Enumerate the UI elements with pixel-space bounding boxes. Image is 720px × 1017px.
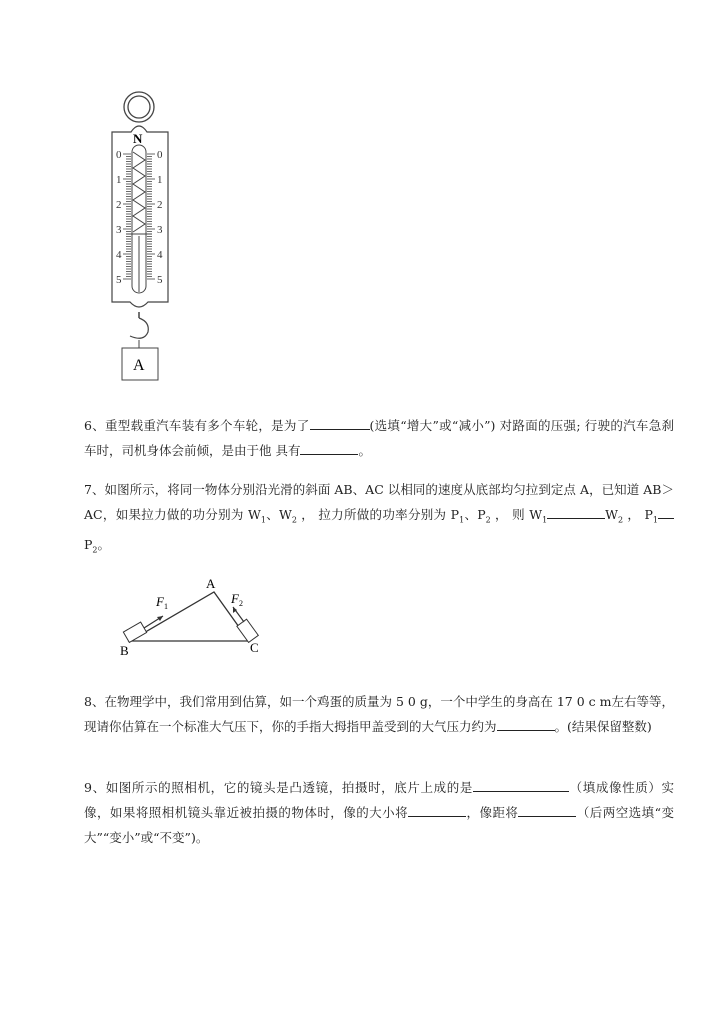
scale-tick-label: 1: [157, 174, 163, 186]
scale-tick-label: 5: [157, 274, 163, 286]
scale-tick-label: 3: [116, 224, 122, 236]
q8-blank[interactable]: [497, 716, 555, 731]
weight-label: A: [133, 357, 145, 374]
q9-text: （后两空选填“变大”“变小”或“不变”)。: [84, 804, 674, 845]
force-f1-label: F: [156, 594, 164, 609]
question-8: [84, 689, 674, 739]
q7-blank-2[interactable]: [658, 504, 674, 519]
force-f2-label: F: [231, 591, 239, 606]
q8-text: 。(结果保留整数): [554, 718, 652, 734]
scale-tick-label: 0: [157, 149, 163, 161]
force-f2-sub: 2: [239, 599, 243, 608]
q6-blank-2[interactable]: [300, 440, 358, 455]
q6-blank-1[interactable]: [310, 415, 370, 430]
q7-text: ， 则 W: [495, 506, 543, 522]
q7-sub: 1: [260, 515, 266, 524]
q9-text: 9、如图所示的照相机，它的镜头是凸透镜，拍摄时，底片上成的是: [84, 779, 474, 795]
q9-text: ，像距将: [466, 804, 519, 820]
point-b-label: B: [120, 643, 129, 658]
force-f1-sub: 1: [164, 602, 168, 611]
q7-text: P: [84, 537, 93, 552]
q7-blank-1[interactable]: [547, 504, 605, 519]
q9-blank-3[interactable]: [518, 802, 576, 817]
spring-scale-figure: [100, 88, 190, 388]
q8-text: 8、在物理学中，我们常用到估算，如一个鸡蛋的质量为 5 0 g，一个中学生的身高在 17 0 c m左右等等，现请你估算在一个标准大气压下，你的手指大拇指甲盖受到的大气压力约为: [84, 693, 674, 734]
q7-sub: 2: [291, 515, 297, 524]
q7-sub: 2: [92, 545, 98, 555]
q6-text: 6、重型载重汽车装有多个车轮，是为了: [84, 417, 310, 433]
question-9: [84, 775, 674, 850]
scale-tick-label: 1: [116, 174, 122, 186]
scale-tick-label: 4: [157, 249, 163, 261]
q7-sub: 2: [618, 515, 624, 524]
q7-text: 7、如图所示，将同一物体分别沿光滑的斜面 AB、AC 以相同的速度从底部均匀拉到定点 A，已知道 AB＞AC，如果拉力做的功分别为 W: [84, 481, 674, 522]
q7-sub: 1: [542, 515, 548, 524]
point-a-label: A: [206, 576, 216, 591]
scale-tick-label: 5: [116, 274, 122, 286]
q7-sub: 1: [652, 515, 658, 524]
scale-tick-label: 3: [157, 224, 163, 236]
question-6: [84, 413, 674, 463]
incline-figure: [110, 570, 280, 660]
q9-blank-2[interactable]: [408, 802, 466, 817]
scale-tick-label: 2: [157, 199, 163, 211]
q9-text: （填成像性质）实像，如果将照相机镜头靠近被拍摄的物体时，像的大小将: [84, 779, 674, 820]
q7-text: 、P: [464, 506, 486, 522]
q6-text: (选填“增大”或“减小”) 对路面的压强; 行驶的汽车急刹车时，司机身体会前倾，是由于他 具有: [84, 417, 674, 458]
scale-tick-label: 0: [116, 149, 122, 161]
q6-text: 。: [358, 442, 371, 458]
point-c-label: C: [250, 640, 259, 655]
scale-tick-label: 4: [116, 249, 122, 261]
q9-blank-1[interactable]: [473, 777, 569, 792]
q7-text: W: [605, 506, 619, 522]
q7-text: 、W: [265, 506, 292, 522]
scale-tick-label: 2: [116, 199, 122, 211]
q7-text: 。: [97, 537, 111, 552]
q7-sub: 1: [459, 515, 465, 524]
question-7: [84, 477, 674, 563]
unit-label: N: [133, 131, 143, 146]
q7-text: ， 拉力所做的功率分别为 P: [301, 506, 460, 522]
q7-sub: 2: [485, 515, 491, 524]
q7-text: ， P: [627, 506, 653, 522]
